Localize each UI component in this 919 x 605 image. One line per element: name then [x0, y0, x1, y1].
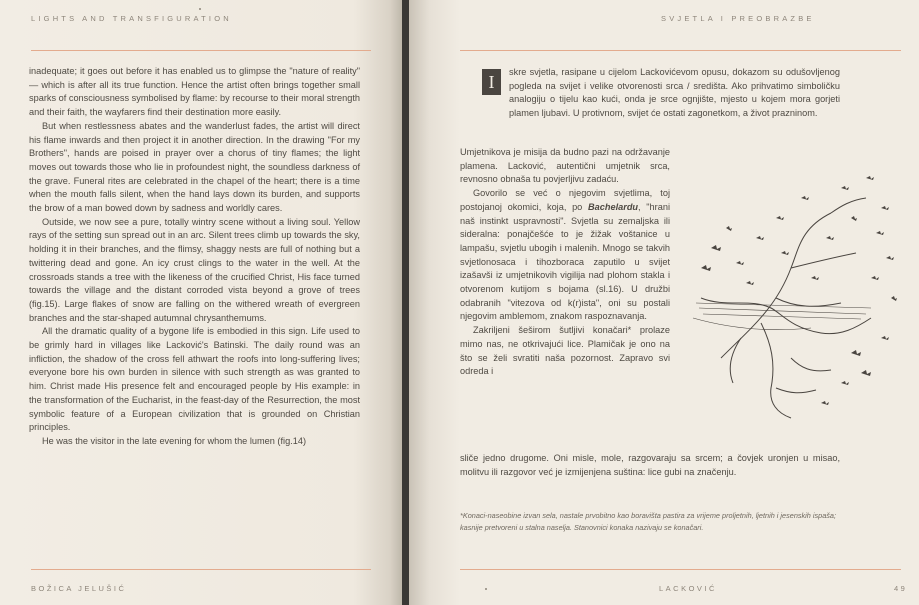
footer-rule-right — [460, 569, 901, 570]
drawing-lines — [693, 198, 871, 418]
paragraph: Outside, we now see a pure, totally wintry scene without a living soul. Yellow rays of the setting sun spread out in an arc. Silent trees climb up towards the sky, holding it in their branches, and the flimsy, shaggy nests are full of nothing but a twittering dead and gone. An icy crust clings to the water in the well. At the crossroads stands a tree with the likeness of the crucified Christ, His face turned towards the village and the distant corroded vista beyond a grove of trees (fig.15). Large flakes of snow are falling on the withered wreath of evergreen branches and the star-shaped autumnal chrysanthemums. — [29, 216, 360, 323]
running-head-right: SVJETLA I PREOBRAZBE — [661, 14, 815, 23]
artist-footer: LACKOVIĆ — [659, 584, 717, 593]
footnote: *Konaci-naseobine izvan sela, nastale prvobitno kao boravišta pastira za vrijeme proljetnih, ljetnih i jesenskih ispaša; kasnije pretvoreni u stalna naselja. Stanovnici konaka nazivaju se konačari. — [460, 511, 836, 532]
drop-cap: I — [482, 69, 501, 95]
header-rule-left — [31, 50, 371, 51]
paragraph: Umjetnikova je misija da budno pazi na održavanje plamena. Lacković, autentični umjetnik srca, revnosno obnaša tu povjerljivu zadaću. — [460, 147, 670, 185]
running-head-left: LIGHTS AND TRANSFIGURATION — [31, 14, 232, 23]
text-run: Govorilo se već o njegovim svjetlima, toj postojanoj okomici, koja, po — [460, 188, 670, 212]
book-gutter — [402, 0, 409, 605]
paragraph: All the dramatic quality of a bygone life is embodied in this sign. Life used to be grimly hard in villages like Lacković's Batinski. The daily round was an infliction, the shadow of the cross fell athwart the roofs into long-suffering lives; everyone bore his own burden in silence with such strength as was granted to him. Christ made His presence felt and encouraged people by His example: in the transformation of the Eucharist, in the feast-day of the Resurrection, the most symbolic feature of a European civilization that is grounded on Christian principles. — [29, 326, 360, 433]
paragraph — [460, 187, 670, 324]
footer-rule-left — [31, 569, 371, 570]
left-body-text — [29, 65, 360, 449]
text-run: , "hrani naš instinkt uspravnosti". Svjetla su zemaljska ili sideralna: ponajčešće to je žižak voštanice u lampašu, svjetlu ubogih i malenih. Mnogo se takvih svjetlonosaca i tihozboraca zaputilo u svijet izašavši iz umjetnikovih vigilija nad plohom stakla i otvorenom kutijom s bojama (sl.16). U družbi odabranih "vitezova od k(r)ista", oni su postali njegovim amblemom, znakom raspoznavanja. — [460, 201, 670, 322]
wide-text — [460, 452, 840, 479]
bird-tree-drawing — [681, 158, 906, 428]
paragraph: He was the visitor in the late evening for whom the lumen (fig.14) — [42, 435, 307, 446]
narrow-column — [460, 146, 670, 379]
paragraph: Zakriljeni šeširom šutljivi konačari* prolaze mimo nas, ne otkrivajući lice. Plamičak je ono na što se želi svratiti naša pozornost. Zapravo svi odreda i — [460, 325, 670, 377]
right-page — [409, 0, 919, 605]
author-footer: BOŽICA JELUŠIĆ — [31, 584, 127, 593]
opening-lines — [509, 66, 840, 121]
paragraph: But when restlessness abates and the wanderlust fades, the artist will direct his flame inwards and then project it in another direction. In the drawing "For my Brothers", hands are poised in prayer over a chorus of tiny flames; the light moves out towards those who lie in profoundest night, the soundless darkness of the grave. Funeral rites are celebrated in the chapel of the heart; there is a time when the mouth falls silent, when the hand lays down its burden, and supports the brow of a man bowed down by sadness and worldly cares. — [29, 120, 360, 214]
paragraph: sliče jedno drugome. Oni misle, mole, razgovaraju sa srcem; a čovjek uronjen u misao, molitvu ili razgovor već je izmijenjena suština: lice gubi na značenju. — [460, 453, 840, 477]
page-mark — [485, 588, 487, 590]
left-page — [0, 0, 402, 605]
paragraph: inadequate; it goes out before it has enabled us to glimpse the "nature of reality" — which is after all its true function. Hence the artist often brings together small sparks of consciousness symbolised by flame: by recourse to their moral strength and their faith, the wayfarers find their destination more easily. — [29, 66, 360, 118]
bachelard-name: Bachelardu — [588, 201, 639, 212]
page-mark — [199, 8, 201, 10]
paragraph: skre svjetla, rasipane u cijelom Lackovićevom opusu, dokazom su odušovljenog pogleda na svijet i velike otvorenosti srca / središta. Ako prihvatimo simboličku analogiju o tijelu kao kući, onda je srce ognjište, mjesto u kojem mora gorjeti plamen ljubavi. U protivnom, svijet će ostati zagonetkom, a život prazninom. — [509, 67, 840, 119]
header-rule-right — [460, 50, 901, 51]
page-number: 49 — [894, 584, 908, 593]
